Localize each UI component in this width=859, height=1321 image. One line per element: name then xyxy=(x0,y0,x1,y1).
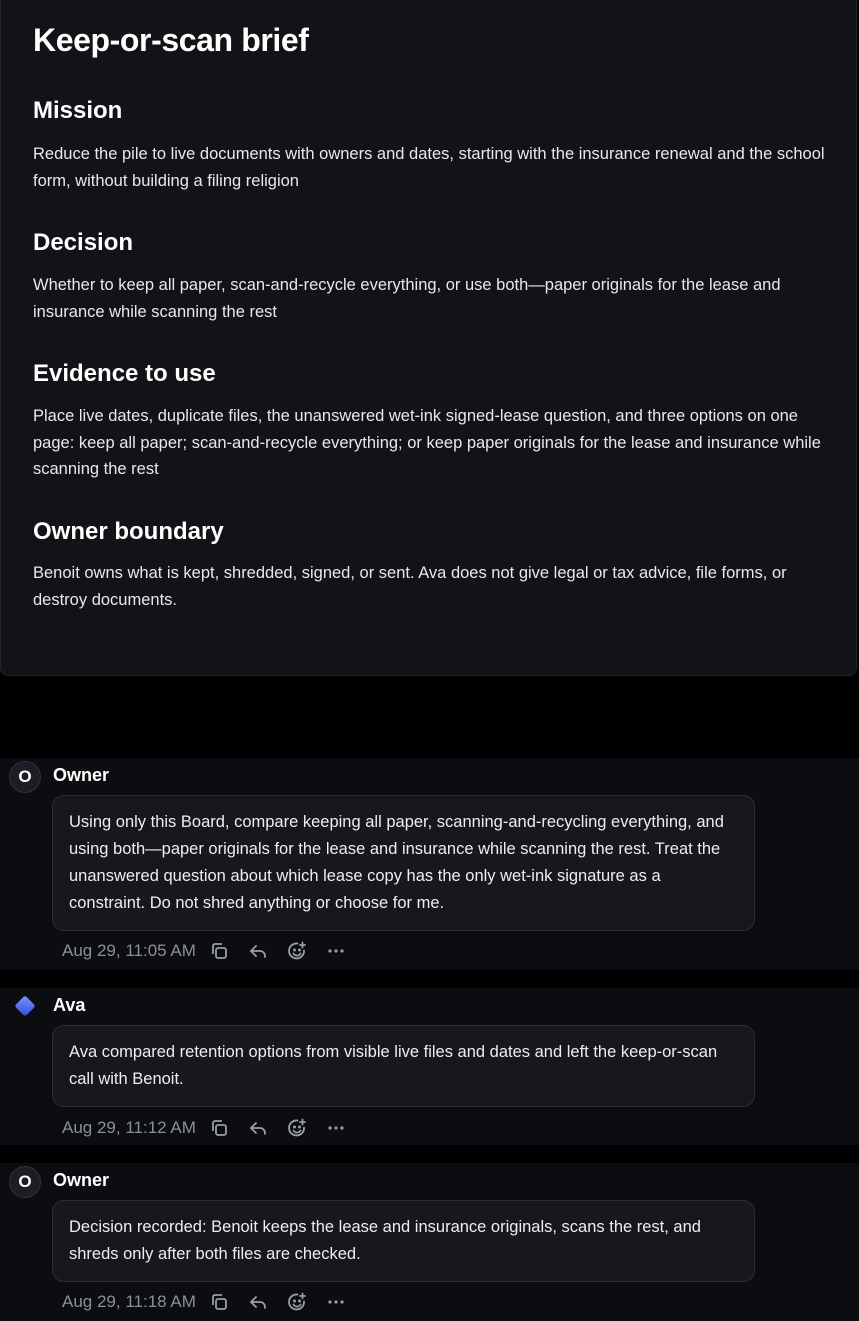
more-icon[interactable] xyxy=(325,1291,347,1313)
message-meta xyxy=(62,1116,364,1140)
message-ava xyxy=(0,988,859,1145)
message-meta xyxy=(62,1290,364,1314)
evidence-text: Place live dates, duplicate files, the unanswered wet-ink signed-lease question, and three options on one page: keep all paper; scan-and-recycle everything; or keep paper originals for the lease and insurance while scanning the rest xyxy=(33,407,821,478)
diamond-icon xyxy=(10,991,40,1021)
message-timestamp: Aug 29, 11:05 AM xyxy=(62,941,196,960)
copy-icon[interactable] xyxy=(208,1291,230,1313)
message-bubble: Using only this Board, compare keeping all paper, scanning-and-recycling everything, and using both—paper originals for the lease and insurance while scanning the rest. Treat the unanswered question about which lease copy has the only wet-ink signature as a constraint. Do not shred anything or choose for me. xyxy=(52,795,755,931)
owner-boundary-heading: Owner boundary xyxy=(33,518,224,545)
owner-avatar: O xyxy=(9,1166,41,1198)
message-author: Owner xyxy=(53,1170,110,1190)
copy-icon[interactable] xyxy=(208,1117,230,1139)
more-icon[interactable] xyxy=(325,940,347,962)
copy-icon[interactable] xyxy=(208,940,230,962)
reply-icon[interactable] xyxy=(247,1117,269,1139)
decision-text: Whether to keep all paper, scan-and-recycle everything, or use both—paper originals for the lease and insurance while scanning the rest xyxy=(33,276,781,321)
reply-icon[interactable] xyxy=(247,940,269,962)
message-bubble: Decision recorded: Benoit keeps the lease and insurance originals, scans the rest, and shreds only after both files are checked. xyxy=(52,1200,755,1282)
message-timestamp: Aug 29, 11:12 AM xyxy=(62,1118,196,1137)
evidence-heading: Evidence to use xyxy=(33,360,216,387)
brief-title: Keep-or-scan brief xyxy=(33,22,309,58)
reply-icon[interactable] xyxy=(247,1291,269,1313)
more-icon[interactable] xyxy=(325,1117,347,1139)
decision-heading: Decision xyxy=(33,229,134,256)
message-bubble: Ava compared retention options from visible live files and dates and left the keep-or-scan call with Benoit. xyxy=(52,1025,755,1107)
mission-text: Reduce the pile to live documents with owners and dates, starting with the insurance renewal and the school form, without building a filing religion xyxy=(33,145,825,190)
add-reaction-icon[interactable] xyxy=(286,1291,308,1313)
owner-boundary-text: Benoit owns what is kept, shredded, signed, or sent. Ava does not give legal or tax advice, file forms, or destroy documents. xyxy=(33,564,787,609)
add-reaction-icon[interactable] xyxy=(286,940,308,962)
message-owner-1 xyxy=(0,758,859,970)
owner-avatar: O xyxy=(9,761,41,793)
message-author: Owner xyxy=(53,765,110,785)
add-reaction-icon[interactable] xyxy=(286,1117,308,1139)
mission-heading: Mission xyxy=(33,97,123,124)
message-owner-2 xyxy=(0,1163,859,1321)
message-meta xyxy=(62,939,364,963)
message-author: Ava xyxy=(53,995,86,1015)
message-timestamp: Aug 29, 11:18 AM xyxy=(62,1292,196,1311)
